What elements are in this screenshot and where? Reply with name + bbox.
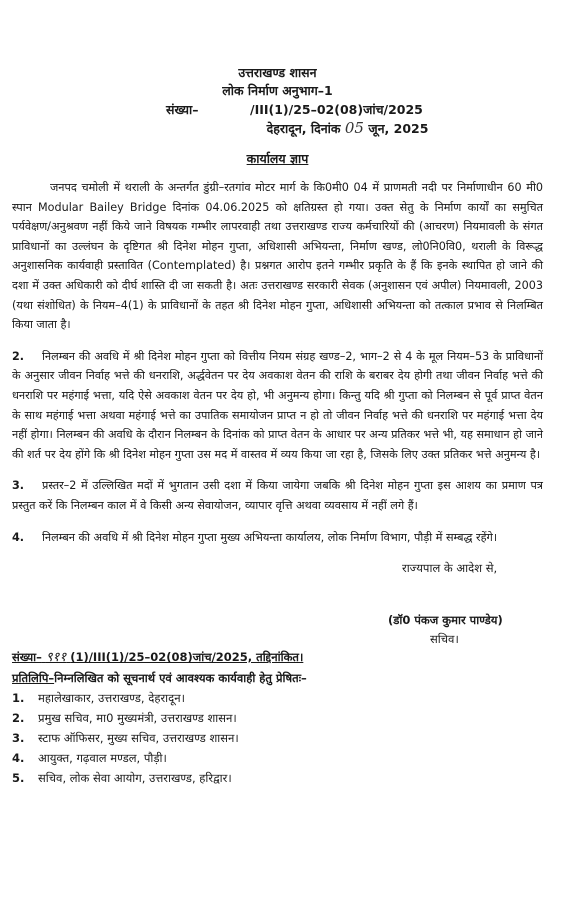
paragraph-3	[12, 476, 543, 515]
recipient-text: स्टाफ ऑफिसर, मुख्य सचिव, उत्तराखण्ड शासन।	[38, 731, 239, 746]
paragraph-number: 4.	[12, 530, 25, 544]
list-item	[12, 728, 543, 748]
paragraph-2	[12, 347, 543, 465]
list-item	[12, 748, 543, 768]
recipient-number: 1.	[12, 691, 25, 706]
order-text: राज्यपाल के आदेश से,	[402, 561, 498, 576]
paragraph-text: निलम्बन की अवधि में श्री दिनेश मोहन गुप्ता को वित्तीय नियम संग्रह खण्ड–2, भाग–2 से 4 के मूल नियम–53 के प्राविधानों के अनुसार जीवन निर्वाह भत्ते की धनराशि, अर्द्धवेतन पर देय अवकाश वेतन की राशि के बराबर देय होगी तथा जीवन निर्वाह भत्ते की धनराशि पर महंगाई भत्ता, यदि ऐसे अवकाश वेतन पर देय हो, भी अनुमन्य होगा। किन्तु यदि श्री गुप्ता को निलम्बन से पूर्व प्राप्त वेतन के साथ महंगाई भत्ता अथवा महंगाई भत्ते का उपातिक समायोजन प्राप्त न हो तो जीवन निर्वाह भत्ते की धनराशि पर महंगाई भत्ता देय नहीं होगा। निलम्बन की अवधि के दौरान निलम्बन के दिनांक को प्राप्त वेतन के आधार पर अन्य प्रतिकर भत्ते भी, यह समाधान हो जाने की शर्त पर देय होंगे कि श्री दिनेश मोहन गुप्ता उस मद में वास्तव में व्यय किया जा रहा है, जिसके लिए उक्त प्रतिकर भत्ते अनुमन्य है।	[12, 349, 543, 461]
copy-block	[12, 647, 543, 788]
reference-line	[12, 101, 543, 119]
date-prefix: देहरादून, दिनांक	[266, 121, 341, 136]
government-name: उत्तराखण्ड शासन	[238, 65, 317, 80]
copy-heading	[12, 668, 543, 688]
recipient-text: प्रमुख सचिव, मा0 मुख्यमंत्री, उत्तराखण्ड शासन।	[38, 711, 237, 726]
list-item	[12, 768, 543, 788]
list-item	[12, 708, 543, 728]
copy-reference-label: संख्या–	[12, 650, 42, 665]
copy-reference	[12, 647, 543, 668]
paragraph-number: 3.	[12, 479, 25, 493]
recipient-number: 2.	[12, 711, 25, 726]
reference-label: संख्या–	[166, 102, 199, 117]
signatory-title: सचिव।	[430, 632, 459, 647]
reference-number: /III(1)/25–02(08)जांच/2025	[250, 102, 423, 117]
recipient-text: सचिव, लोक सेवा आयोग, उत्तराखण्ड, हरिद्वार।	[38, 771, 232, 786]
paragraph-text: निलम्बन की अवधि में श्री दिनेश मोहन गुप्ता मुख्य अभियन्ता कार्यालय, लोक निर्माण विभाग, पौड़ी में सम्बद्ध रहेंगे।	[42, 530, 498, 544]
recipient-number: 3.	[12, 731, 25, 746]
recipient-number: 5.	[12, 771, 25, 786]
copy-heading-label: प्रतिलिपि–	[12, 671, 55, 686]
paragraph-text: प्रस्तर–2 में उल्लिखित मदों में भुगतान उसी दशा में किया जायेगा जबकि श्री दिनेश मोहन गुप्ता इस आशय का प्रमाण पत्र प्रस्तुत करें कि निलम्बन काल में वे किसी अन्य सेवायोजन, व्यापार वृत्ति अथवा व्यवसाय में नहीं लगे हैं।	[12, 479, 543, 512]
memo-title: कार्यालय ज्ञाप	[246, 151, 309, 166]
date-suffix: जून, 2025	[368, 121, 429, 136]
recipient-number: 4.	[12, 751, 25, 766]
list-item	[12, 688, 543, 708]
recipient-text: आयुक्त, गढ़वाल मण्डल, पौड़ी।	[38, 751, 167, 766]
paragraph-4	[12, 528, 543, 548]
document-header	[12, 0, 543, 100]
paragraph-number: 2.	[12, 349, 25, 363]
paragraph-1: जनपद चमोली में थराली के अन्तर्गत डुंग्री–रतगांव मोटर मार्ग के कि0मी0 04 में प्राणमती नदी पर निर्माणाधीन 60 मी0 स्पान Modular Bailey Bridge दिनांक 04.06.2025 को क्षतिग्रस्त हो गया। उक्त सेतु के निर्माण कार्यों का समुचित पर्यवेक्षण/अनुश्रवण नहीं किये जाने विषयक गम्भीर लापरवाही तथा उत्तराखण्ड राज्य कर्मचारियों की (आचरण) नियमावली के संगत प्राविधानों का उल्लंघन के दृष्टिगत श्री दिनेश मोहन गुप्ता, अधिशासी अभियन्ता, निर्माण खण्ड, लो0नि0वि0, थराली के विरूद्ध अनुशासनिक कार्यवाही प्रस्तावित (Contemplated) है। प्रश्नगत आरोप इतने गम्भीर प्रकृति के हैं कि इनके स्थापित हो जाने की दशा में उक्त अधिकारी को दीर्घ शास्ति दी जा सकती है। अतः उत्तराखण्ड सरकारी सेवक (अनुशासन एवं अपील) नियमावली, 2003 (यथा संशोधित) के नियम–4(1) के प्राविधानों के तहत श्री दिनेश मोहन गुप्ता, अधिशासी अभियन्ता को तत्काल प्रभाव से निलम्बित किया जाता है।	[12, 181, 543, 332]
date-day: 05	[344, 119, 364, 137]
copy-reference-handwritten-number: ९११	[45, 650, 67, 666]
signatory-name: (डॉ0 पंकज कुमार पाण्डेय)	[388, 613, 503, 628]
recipient-list	[12, 688, 543, 788]
date-line	[12, 119, 543, 138]
copy-heading-text: निम्नलिखित को सूचनार्थ एवं आवश्यक कार्यवाही हेतु प्रेषितः–	[54, 671, 307, 686]
recipient-text: महालेखाकार, उत्तराखण्ड, देहरादून।	[38, 691, 185, 706]
closing-block	[12, 547, 543, 647]
department-name: लोक निर्माण अनुभाग–1	[222, 83, 333, 98]
copy-reference-number: (1)/III(1)/25–02(08)जांच/2025, तद्दिनांकित।	[70, 650, 304, 665]
